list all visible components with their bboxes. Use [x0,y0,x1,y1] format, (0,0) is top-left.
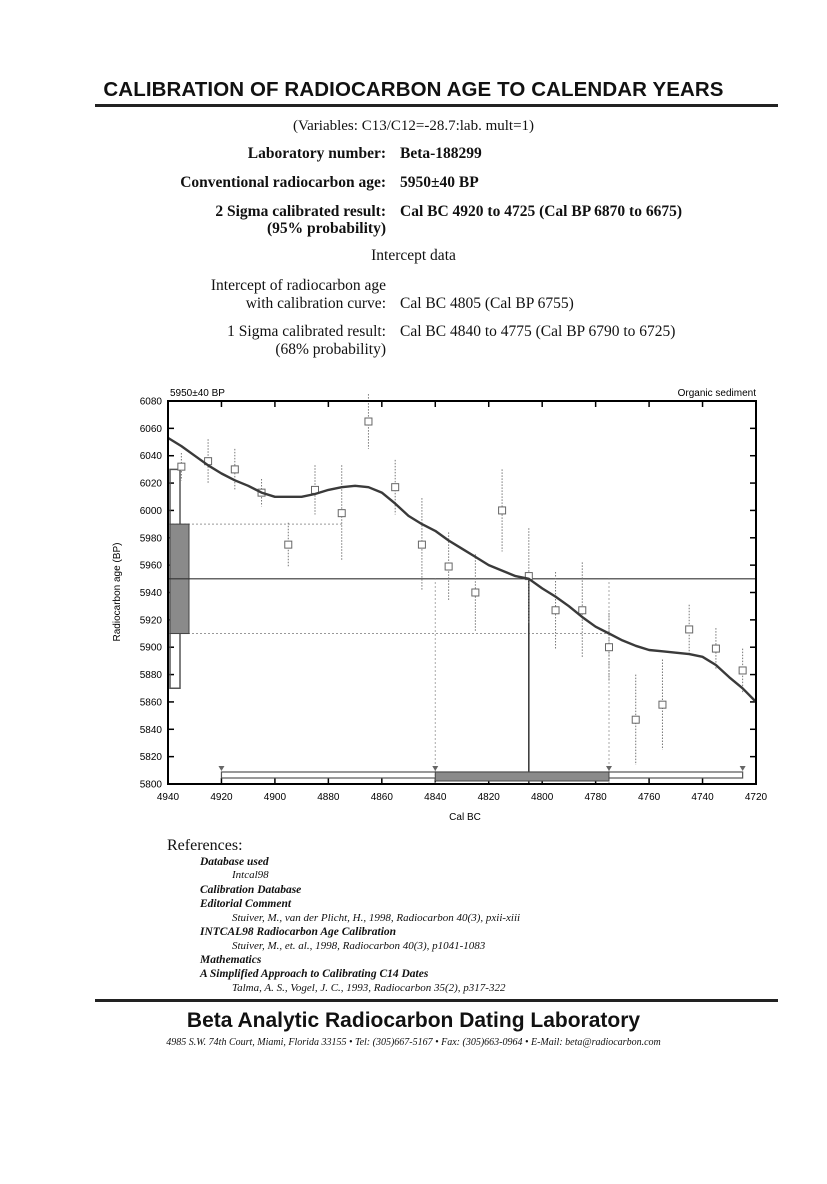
ref-label-editorial: Editorial Comment [200,898,292,910]
x-tick-label: 4780 [584,792,607,803]
y-tick-label: 5800 [139,779,162,791]
x-tick-label: 4940 [156,792,180,803]
range-marker [218,766,224,771]
chart-sample-age: 5950±40 BP [170,388,225,399]
data-point [231,466,238,473]
data-point [445,563,452,570]
range-marker [740,766,746,771]
y-tick-label: 5840 [139,724,162,736]
footer-divider [95,999,778,1002]
y-tick-label: 5940 [139,588,162,599]
x-tick-label: 4920 [210,792,233,803]
y-tick-label: 5820 [139,752,162,764]
lab-name: Beta Analytic Radiocarbon Dating Laboratory [186,1009,641,1032]
intercept-value: Cal BC 4805 (Cal BP 6755) [400,295,574,312]
lab-number-value: Beta-188299 [400,145,482,162]
data-point [285,541,292,548]
lab-number-label: Laboratory number: [247,145,386,162]
x-tick-label: 4800 [531,792,554,803]
intercept-label-line2: with calibration curve: [245,295,386,312]
ref-detail-editorial: Stuiver, M., van der Plicht, H., 1998, Radiocarbon 40(3), pxii-xiii [232,912,521,924]
sigma1-label: 1 Sigma calibrated result: [227,323,386,340]
data-point [659,701,666,708]
ref-label-database: Database used [200,856,269,868]
y-tick-label: 5980 [139,533,162,545]
data-point [338,510,345,517]
data-point [739,667,746,674]
x-tick-label: 4900 [263,792,287,803]
y-tick-label: 6040 [139,451,162,463]
ref-detail-intcal98: Stuiver, M., et. al., 1998, Radiocarbon 40(3), p1041-1083 [232,940,486,952]
y-tick-label: 6060 [139,423,162,435]
variables-line: (Variables: C13/C12=-28.7:lab. mult=1) [292,118,535,134]
intercept-heading: Intercept data [371,247,456,264]
data-point [392,484,399,491]
intercept-label-line1: Intercept of radiocarbon age [210,277,386,294]
data-point [579,607,586,614]
y-tick-label: 5900 [139,642,162,654]
sigma2-value: Cal BC 4920 to 4725 (Cal BP 6870 to 6675) [400,203,683,220]
x-axis-label: Cal BC [449,812,481,823]
x-tick-label: 4720 [744,792,768,803]
calibration-chart [0,375,827,835]
conventional-age-label: Conventional radiocarbon age: [180,174,386,191]
plot-frame [168,401,756,784]
data-point [552,607,559,614]
data-point [365,418,372,425]
y-tick-label: 5960 [139,560,162,572]
data-point [686,626,693,633]
data-point [712,645,719,652]
ref-label-intcal98: INTCAL98 Radiocarbon Age Calibration [200,926,397,938]
x-tick-label: 4880 [317,792,340,803]
x-tick-label: 4740 [691,792,714,803]
x-tick-label: 4760 [637,792,661,803]
y-axis-label: Radiocarbon age (BP) [112,542,123,642]
ref-label-simplified-approach: A Simplified Approach to Calibrating C14 Dates [200,968,429,980]
y-tick-label: 6020 [139,478,162,490]
references-heading: References: [167,837,243,854]
x-tick-label: 4840 [424,792,447,803]
chart-marks [168,394,756,784]
data-point [418,541,425,548]
page-title: CALIBRATION OF RADIOCARBON AGE TO CALENDAR YEARS [103,78,724,101]
title-divider [95,104,778,107]
data-point [606,644,613,651]
sigma2-label: 2 Sigma calibrated result: [215,203,386,220]
data-point [472,589,479,596]
range-marker [606,766,612,771]
sigma1-value: Cal BC 4840 to 4775 (Cal BP 6790 to 6725) [400,323,676,340]
ref-detail-database: Intcal98 [232,869,269,881]
y-tick-label: 5880 [139,670,162,682]
y-tick-labels [140,397,163,791]
x-tick-label: 4860 [370,792,393,803]
range-marker [432,766,438,771]
y-tick-label: 5860 [139,697,162,709]
sigma1-cal-bar [435,772,609,781]
conventional-age-value: 5950±40 BP [400,174,479,191]
ref-detail-simplified-approach: Talma, A. S., Vogel, J. C., 1993, Radiocarbon 35(2), p317-322 [232,982,506,994]
data-point [178,463,185,470]
ref-label-mathematics: Mathematics [200,954,262,966]
calibration-curve [168,438,756,702]
x-tick-label: 4820 [477,792,500,803]
data-point [632,716,639,723]
sigma2-probability: (95% probability) [267,220,386,237]
data-point [499,507,506,514]
chart-material: Organic sediment [677,388,756,399]
lab-address: 4985 S.W. 74th Court, Miami, Florida 33155 • Tel: (305)667-5167 • Fax: (305)663-0964 • E-Mail: beta@radiocarbon.com [166,1037,661,1048]
x-tick-labels [157,792,768,803]
sigma1-probability: (68% probability) [275,341,386,358]
y-tick-label: 6000 [139,505,162,517]
y-tick-label: 5920 [139,615,162,627]
y-tick-label: 6080 [139,396,162,408]
ref-label-calibration-database: Calibration Database [200,884,302,896]
